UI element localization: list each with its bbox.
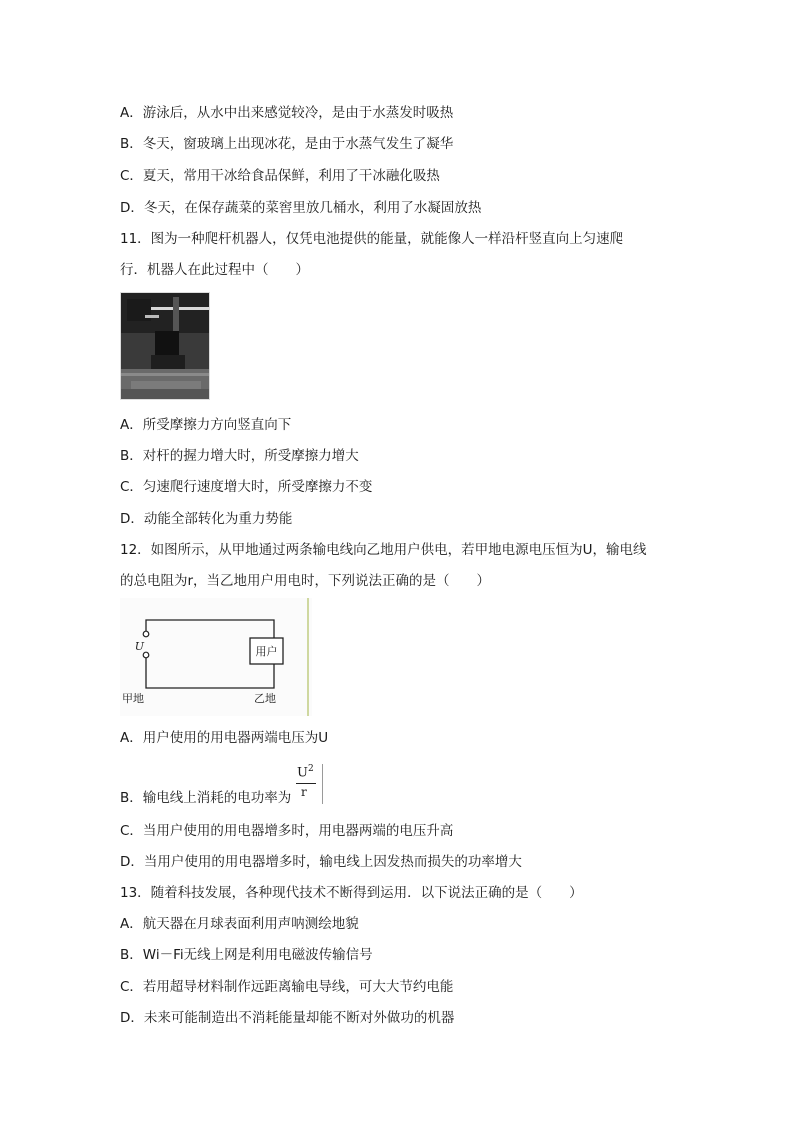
q13-stem: 13．随着科技发展，各种现代技术不断得到运用．以下说法正确的是（ ） bbox=[120, 885, 583, 901]
q11-option-b: B．对杆的握力增大时，所受摩擦力增大 bbox=[120, 448, 359, 464]
q10-option-c: C．夏天，常用干冰给食品保鲜，利用了干冰融化吸热 bbox=[120, 168, 440, 184]
q13-option-d: D．未来可能制造出不消耗能量却能不断对外做功的机器 bbox=[120, 1010, 455, 1026]
climbing-robot-photo bbox=[120, 292, 210, 400]
formula-exponent: 2 bbox=[307, 764, 314, 774]
power-line-circuit-diagram bbox=[120, 598, 312, 716]
q11-option-c: C．匀速爬行速度增大时，所受摩擦力不变 bbox=[120, 479, 373, 495]
q12-stem-line2: 的总电阻为r，当乙地用户用电时，下列说法正确的是（ ） bbox=[120, 573, 491, 589]
q13-option-c: C．若用超导材料制作远距离输电导线，可大大节约电能 bbox=[120, 979, 454, 995]
q12-option-a: A．用户使用的用电器两端电压为U bbox=[120, 730, 329, 746]
q12-option-c: C．当用户使用的用电器增多时，用电器两端的电压升高 bbox=[120, 823, 454, 839]
terminal-top bbox=[143, 631, 149, 637]
q11-option-a: A．所受摩擦力方向竖直向下 bbox=[120, 417, 292, 433]
formula-fraction-bar bbox=[296, 783, 316, 784]
circuit-svg bbox=[120, 598, 312, 716]
q11-stem-line1: 11．图为一种爬杆机器人，仅凭电池提供的能量，就能像人一样沿杆竖直向上匀速爬 bbox=[120, 231, 624, 247]
formula-denominator: r bbox=[301, 785, 307, 799]
q13-option-a: A．航天器在月球表面利用声呐测绘地貌 bbox=[120, 916, 359, 932]
location-b-label: 乙地 bbox=[254, 692, 276, 705]
power-formula bbox=[296, 764, 323, 804]
terminal-bottom bbox=[143, 652, 149, 658]
user-label: 用户 bbox=[255, 645, 278, 658]
q11-option-d: D．动能全部转化为重力势能 bbox=[120, 511, 293, 527]
q12-stem-line1: 12．如图所示，从甲地通过两条输电线向乙地用户供电，若甲地电源电压恒为U，输电线 bbox=[120, 542, 647, 558]
q12-option-d: D．当用户使用的用电器增多时，输电线上因发热而损失的功率增大 bbox=[120, 854, 522, 870]
voltage-label: U bbox=[134, 640, 144, 653]
q11-stem-line2: 行．机器人在此过程中（ ） bbox=[120, 262, 309, 278]
q10-option-b: B．冬天，窗玻璃上出现冰花，是由于水蒸气发生了凝华 bbox=[120, 136, 454, 152]
q12-option-b: B．输电线上消耗的电功率为 bbox=[120, 790, 292, 806]
q10-option-a: A．游泳后，从水中出来感觉较冷，是由于水蒸发时吸热 bbox=[120, 105, 454, 121]
formula-numerator: $U^2$ bbox=[297, 764, 314, 781]
q13-option-b: B．Wi－Fi无线上网是利用电磁波传输信号 bbox=[120, 947, 373, 963]
climbing-robot-image bbox=[121, 293, 209, 399]
location-a-label: 甲地 bbox=[122, 692, 144, 705]
q10-option-d: D．冬天，在保存蔬菜的菜窖里放几桶水，利用了水凝固放热 bbox=[120, 200, 482, 216]
